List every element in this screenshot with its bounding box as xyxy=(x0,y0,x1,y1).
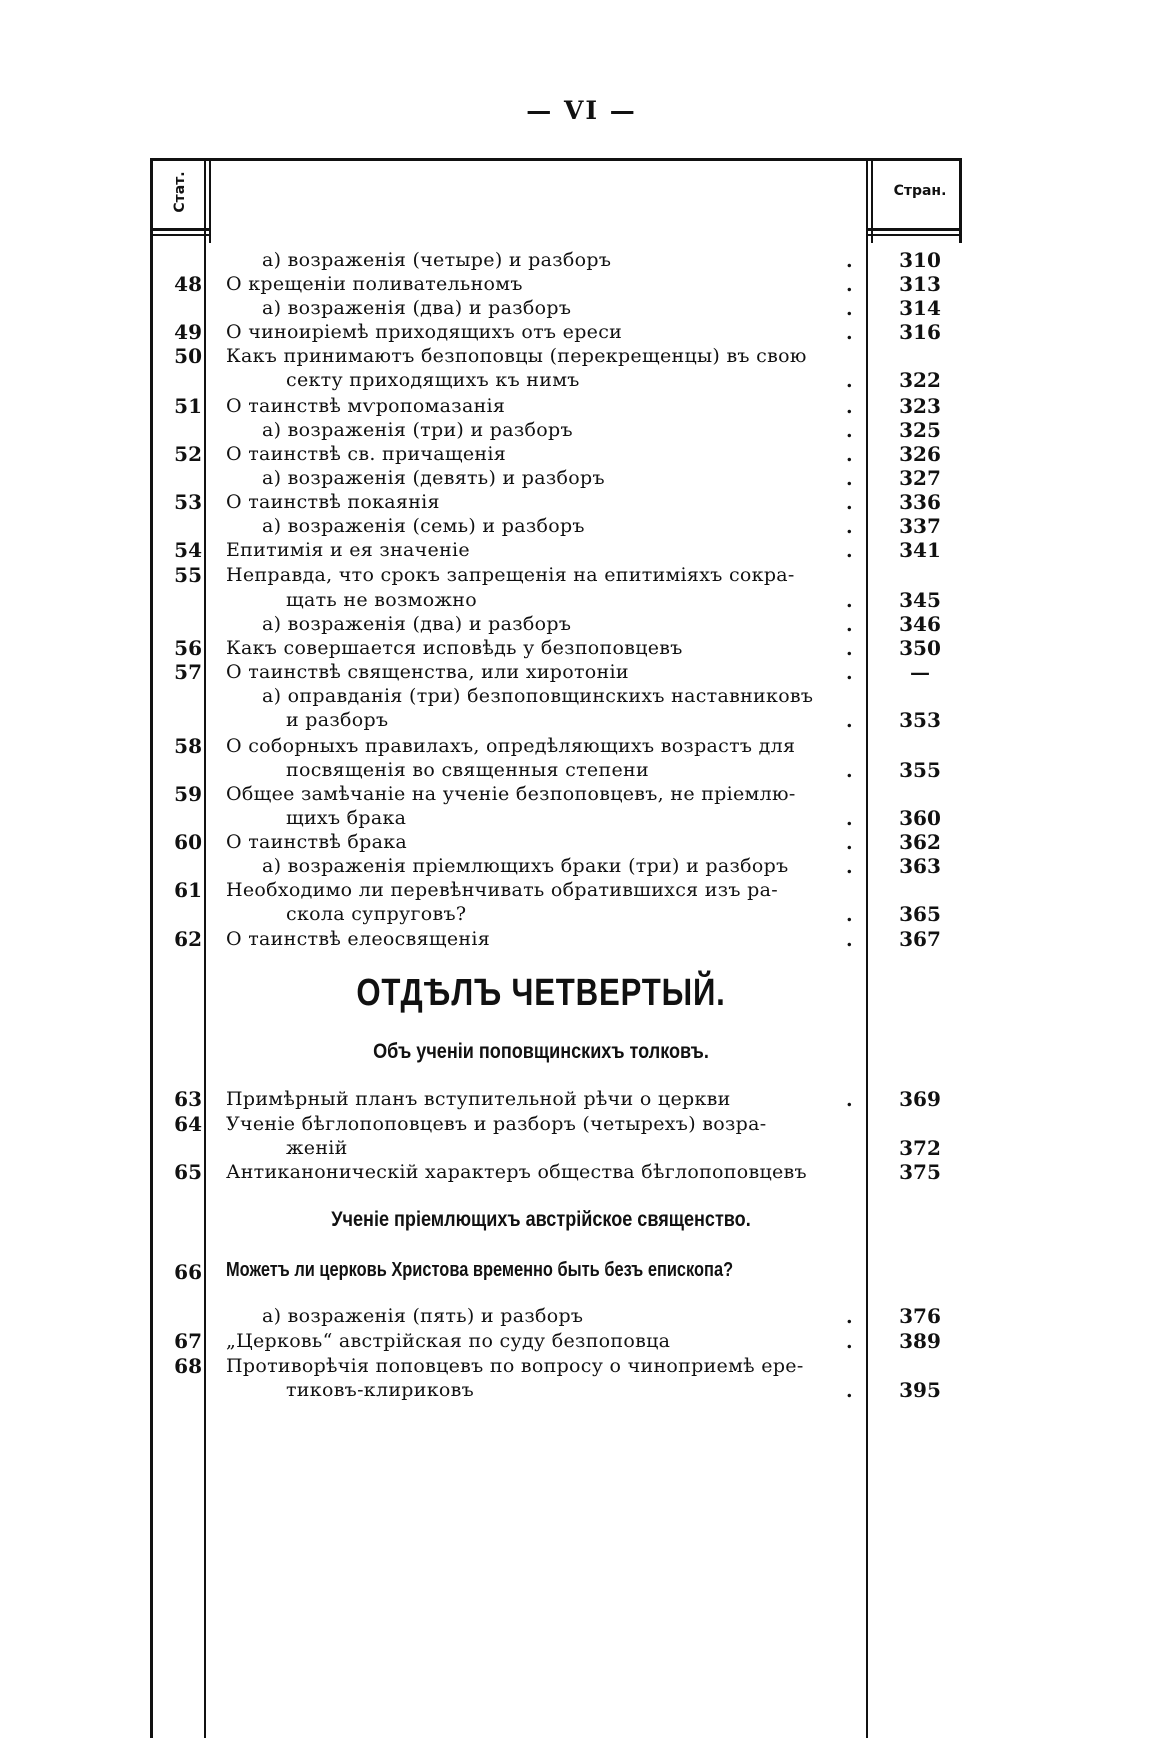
toc-row: а) возраженія пріемлющихъ браки (три) и разборъ . 363 xyxy=(262,854,941,878)
toc-row: 51 О таинствѣ мѵропомазанія . 323 xyxy=(174,394,941,418)
header-divider-2 xyxy=(150,234,210,236)
toc-row: а) возраженія (два) и разборъ . 346 xyxy=(262,612,941,636)
toc-row: 53 О таинствѣ покаянія . 336 xyxy=(174,490,941,514)
header-divider-page-2 xyxy=(867,234,962,236)
toc-row: 63 Примѣрный планъ вступительной рѣчи о церкви . 369 xyxy=(174,1087,941,1111)
toc-row: тиковъ-клириковъ . 395 xyxy=(286,1378,941,1402)
toc-row: щать не возможно . 345 xyxy=(286,588,941,612)
article-column-header: Стат. xyxy=(172,171,188,213)
toc-row: 55 Неправда, что срокъ запрещенія на епитиміяхъ сокра- xyxy=(174,563,795,587)
header-divider-page xyxy=(867,228,962,231)
toc-row: 67 „Церковь“ австрійская по суду безпоповца . 389 xyxy=(174,1329,941,1353)
page-number: — VI — xyxy=(526,96,637,125)
top-border xyxy=(150,158,962,161)
toc-row: а) возраженія (семь) и разборъ . 337 xyxy=(262,514,941,538)
toc-row: 59 Общее замѣчаніе на ученіе безпоповцевъ, не пріемлю- xyxy=(174,782,796,806)
toc-row: щихъ брака . 360 xyxy=(286,806,941,830)
section-title: ОТДѢЛЪ ЧЕТВЕРТЫЙ. xyxy=(356,972,726,1014)
section-subtitle: Объ ученіи поповщинскихъ толковъ. xyxy=(373,1040,709,1063)
toc-row: а) возраженія (девять) и разборъ . 327 xyxy=(262,466,941,490)
section-subtitle-2: Ученіе пріемлющихъ австрійское священство. xyxy=(331,1208,751,1231)
toc-row: 62 О таинствѣ елеосвященія . 367 xyxy=(174,927,941,951)
page-column-header: Стран. xyxy=(893,183,947,199)
question-heading: Можетъ ли церковь Христова временно быть безъ епископа? xyxy=(226,1259,734,1281)
toc-row: и разборъ . 353 xyxy=(286,708,941,732)
toc-row: а) оправданія (три) безпоповщинскихъ наставниковъ xyxy=(262,685,814,707)
toc-row: 54 Епитимія и ея значеніе . 341 xyxy=(174,538,941,562)
toc-row: 68 Противорѣчія поповцевъ по вопросу о чиноприемѣ ере- xyxy=(174,1354,804,1378)
toc-row: женій 372 xyxy=(286,1136,941,1160)
toc-row: а) возраженія (четыре) и разборъ . 310 xyxy=(262,248,941,272)
toc-row: 65 Антиканоническій характеръ общества бѣглопоповцевъ 375 xyxy=(174,1160,941,1184)
toc-row: а) возраженія (два) и разборъ . 314 xyxy=(262,296,941,320)
toc-row: 61 Необходимо ли перевѣнчивать обратившихся изъ ра- xyxy=(174,878,778,902)
toc-row: 50 Какъ принимаютъ безпоповцы (перекрещенцы) въ свою xyxy=(174,344,807,368)
toc-row: 56 Какъ совершается исповѣдь у безпоповцевъ . 350 xyxy=(174,636,941,660)
toc-row: 57 О таинствѣ священства, или хиротоніи . — xyxy=(174,660,930,684)
toc-row: 58 О соборныхъ правилахъ, опредѣляющихъ возрастъ для xyxy=(174,734,796,758)
toc-row: 60 О таинствѣ брака . 362 xyxy=(174,830,941,854)
question-number: 66 xyxy=(174,1260,202,1284)
toc-row: а) возраженія (три) и разборъ . 325 xyxy=(262,418,941,442)
header-divider xyxy=(150,228,210,231)
toc-row: 49 О чиноиріемѣ приходящихъ отъ ереси . 316 xyxy=(174,320,941,344)
toc-row: 48 О крещеніи поливательномъ . 313 xyxy=(174,272,941,296)
toc-row: скола супруговъ? . 365 xyxy=(286,902,941,926)
toc-row: 64 Ученіе бѣглопоповцевъ и разборъ (четырехъ) возра- xyxy=(174,1112,767,1136)
toc-row: а) возраженія (пять) и разборъ . 376 xyxy=(262,1304,941,1328)
toc-row: 52 О таинствѣ св. причащенія . 326 xyxy=(174,442,941,466)
toc-row: секту приходящихъ къ нимъ . 322 xyxy=(286,368,941,392)
toc-row: посвященія во священныя степени . 355 xyxy=(286,758,941,782)
